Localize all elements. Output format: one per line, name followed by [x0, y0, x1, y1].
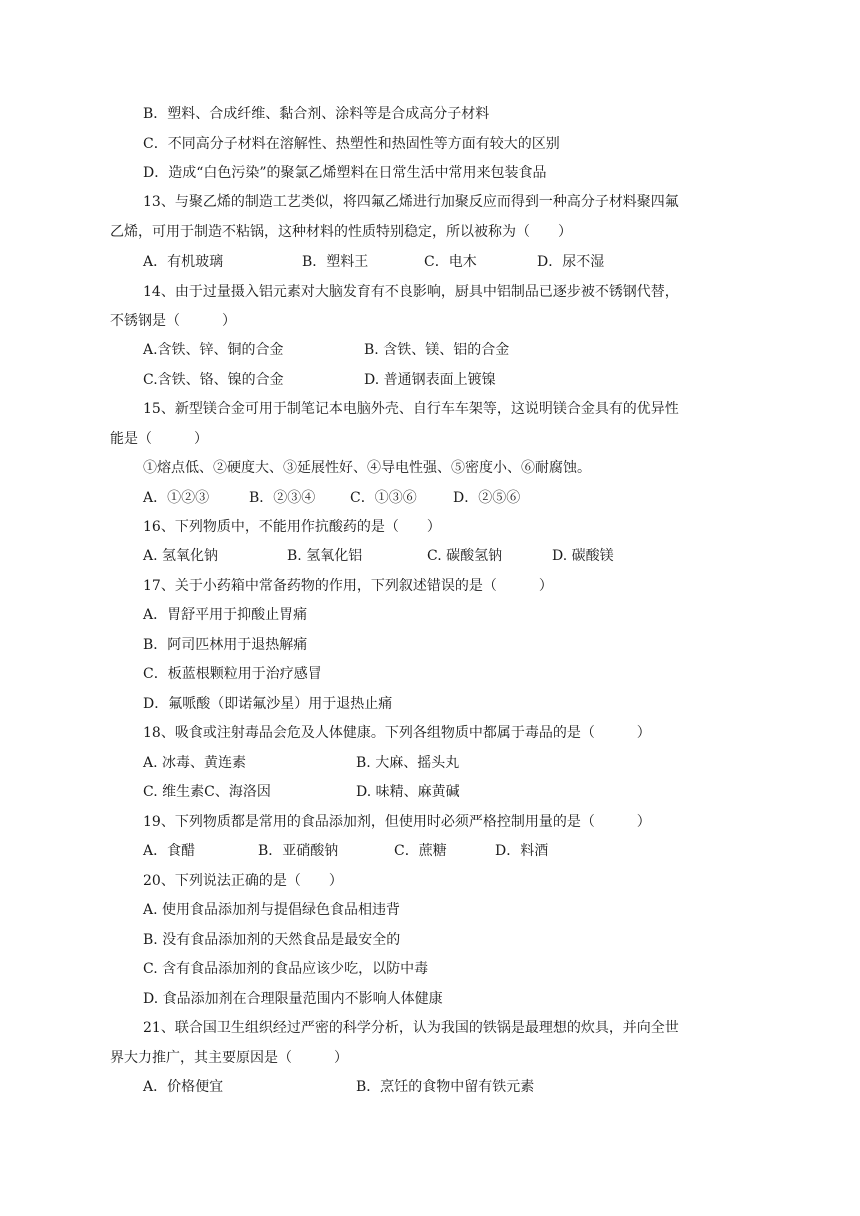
q18-stem: 18、吸食或注射毒品会危及人体健康。下列各组物质中都属于毒品的是（ ） [143, 725, 651, 741]
q19-option-d: D．料酒 [495, 843, 549, 859]
q15-statements: ①熔点低、②硬度大、③延展性好、④导电性强、⑤密度小、⑥耐腐蚀。 [143, 460, 591, 476]
q17-stem: 17、关于小药箱中常备药物的作用，下列叙述错误的是（ ） [143, 578, 553, 594]
q13-option-a: A．有机玻璃 [143, 254, 224, 270]
q12-option-d: D．造成“白色污染”的聚氯乙烯塑料在日常生活中常用来包装食品 [143, 165, 547, 181]
q15-option-a: A．①②③ [143, 490, 210, 506]
q18-option-b: B. 大麻、摇头丸 [356, 755, 460, 771]
q15-option-b: B．②③④ [249, 490, 316, 506]
q20-option-d: D. 食品添加剂在合理限量范围内不影响人体健康 [143, 991, 443, 1007]
q20-option-c: C. 含有食品添加剂的食品应该少吃，以防中毒 [143, 961, 429, 977]
q14-option-d: D. 普通钢表面上镀镍 [364, 372, 496, 388]
q16-stem: 16、下列物质中，不能用作抗酸药的是（ ） [143, 519, 441, 535]
q13-stem-line2: 乙烯，可用于制造不粘锅，这种材料的性质特别稳定，所以被称为（ ） [110, 224, 572, 240]
q16-option-a: A. 氢氧化钠 [143, 548, 219, 564]
q13-option-c: C．电木 [424, 254, 477, 270]
q13-option-d: D．尿不湿 [537, 254, 605, 270]
q15-option-c: C．①③⑥ [350, 490, 417, 506]
q18-option-d: D. 味精、麻黄碱 [356, 784, 460, 800]
q16-option-c: C. 碳酸氢钠 [427, 548, 503, 564]
q20-option-b: B. 没有食品添加剂的天然食品是最安全的 [143, 932, 401, 948]
q17-option-b: B．阿司匹林用于退热解痛 [143, 637, 308, 653]
q17-option-d: D．氟哌酸（即诺氟沙星）用于退热止痛 [143, 696, 393, 712]
q17-option-c: C．板蓝根颗粒用于治疗感冒 [143, 666, 322, 682]
q21-option-b: B．烹饪的食物中留有铁元素 [356, 1079, 535, 1095]
q17-option-a: A．胃舒平用于抑酸止胃痛 [143, 607, 308, 623]
q15-option-d: D．②⑤⑥ [453, 490, 521, 506]
q14-stem-line2: 不锈钢是（ ） [110, 313, 236, 329]
q13-option-b: B．塑料王 [302, 254, 369, 270]
q19-option-c: C．蔗糖 [394, 843, 447, 859]
q18-option-c: C. 维生素C、海洛因 [143, 784, 271, 800]
q19-stem: 19、下列物质都是常用的食品添加剂，但使用时必须严格控制用量的是（ ） [143, 814, 651, 830]
q18-option-a: A. 冰毒、黄连素 [143, 755, 247, 771]
q12-option-c: C．不同高分子材料在溶解性、热塑性和热固性等方面有较大的区别 [143, 136, 560, 152]
q21-option-a: A．价格便宜 [143, 1079, 224, 1095]
q21-stem-line2: 界大力推广，其主要原因是（ ） [110, 1050, 348, 1066]
q14-option-a: A.含铁、锌、铜的合金 [143, 342, 284, 358]
q12-option-b: B．塑料、合成纤维、黏合剂、涂料等是合成高分子材料 [143, 106, 490, 122]
q19-option-b: B．亚硝酸钠 [258, 843, 339, 859]
q20-stem: 20、下列说法正确的是（ ） [143, 873, 343, 889]
q14-option-b: B. 含铁、镁、铝的合金 [364, 342, 510, 358]
q14-option-c: C.含铁、铬、镍的合金 [143, 372, 284, 388]
q19-option-a: A．食醋 [143, 843, 196, 859]
q16-option-b: B. 氢氧化铝 [287, 548, 363, 564]
q14-stem-line1: 14、由于过量摄入铝元素对大脑发育有不良影响，厨具中铝制品已逐步被不锈钢代替， [143, 284, 679, 300]
q15-stem-line2: 能是（ ） [110, 431, 208, 447]
q16-option-d: D. 碳酸镁 [552, 548, 614, 564]
q21-stem-line1: 21、联合国卫生组织经过严密的科学分析，认为我国的铁锅是最理想的炊具，并向全世 [143, 1020, 679, 1036]
q13-stem-line1: 13、与聚乙烯的制造工艺类似，将四氟乙烯进行加聚反应而得到一种高分子材料聚四氟 [143, 194, 679, 210]
q20-option-a: A. 使用食品添加剂与提倡绿色食品相违背 [143, 902, 401, 918]
q15-stem-line1: 15、新型镁合金可用于制笔记本电脑外壳、自行车车架等，这说明镁合金具有的优异性 [143, 401, 679, 417]
